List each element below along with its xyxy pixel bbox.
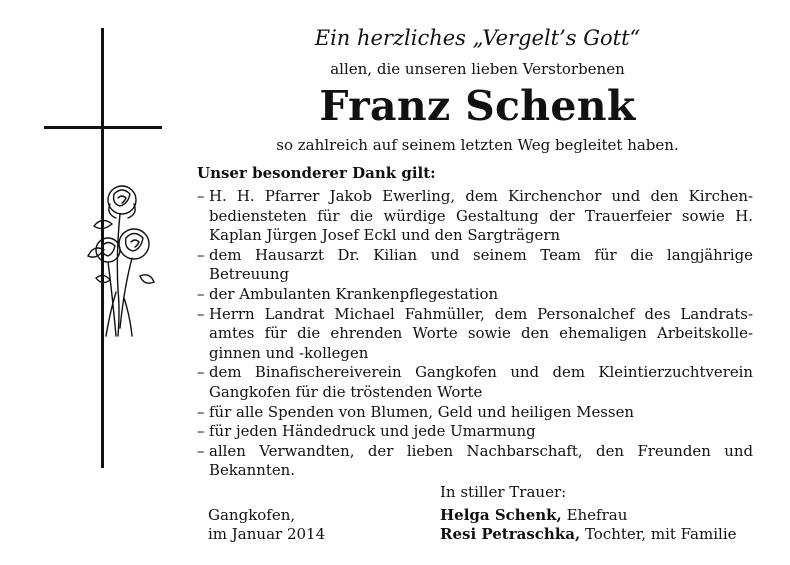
- list-item: – Herrn Landrat Michael Fahmüller, dem Personalchef des Landratsamtes für die ehrenden Worte sowie den ehemaligen Arbeitskolleginnen und -kollegen: [197, 305, 753, 364]
- list-item: – für jeden Händedruck und jede Umarmung: [197, 422, 753, 442]
- rose-icon: [108, 186, 136, 218]
- mourner-line-2: [440, 524, 737, 544]
- list-item: – für alle Spenden von Blumen, Geld und heiligen Messen: [197, 403, 753, 423]
- rose-icon: [119, 229, 149, 259]
- mourner-name: Resi Petraschka,: [440, 525, 581, 543]
- date: im Januar 2014: [208, 525, 326, 543]
- list-item: – dem Binafischereiverein Gangkofen und dem Kleintierzuchtverein Gangkofen für die tröstenden Worte: [197, 363, 753, 402]
- cross-horizontal-bar: [44, 126, 162, 129]
- subtitle-line: allen, die unseren lieben Verstorbenen: [330, 60, 625, 78]
- list-item: – der Ambulanten Krankenpflegestation: [197, 285, 753, 305]
- list-item: – H. H. Pfarrer Jakob Ewerling, dem Kirchenchor und den Kirchenbediensteten für die würdige Gestaltung der Trauerfeier sowie H. Kaplan Jürgen Josef Eckl und den Sargträgern: [197, 187, 753, 246]
- thanks-title: Ein herzliches „Vergelt’s Gott“: [314, 26, 641, 50]
- place: Gangkofen,: [208, 506, 296, 524]
- mourner-name: Helga Schenk,: [440, 506, 562, 524]
- list-item: – dem Hausarzt Dr. Kilian und seinem Team für die langjährige Betreuung: [197, 246, 753, 285]
- thanks-heading: Unser besonderer Dank gilt:: [197, 164, 436, 182]
- subtitle-line-2: so zahlreich auf seinem letzten Weg begleitet haben.: [276, 136, 679, 154]
- mourner-relation: Ehefrau: [566, 506, 628, 524]
- deceased-name: Franz Schenk: [319, 82, 636, 130]
- mourner-line-1: [440, 505, 627, 525]
- thanks-list: [197, 187, 753, 481]
- mourning-label: In stiller Trauer:: [440, 483, 567, 501]
- list-item: – allen Verwandten, der lieben Nachbarschaft, den Freunden und Bekannten.: [197, 442, 753, 481]
- rose-icon: [96, 238, 120, 262]
- mourner-relation: Tochter, mit Familie: [584, 525, 737, 543]
- roses-illustration: [76, 180, 156, 340]
